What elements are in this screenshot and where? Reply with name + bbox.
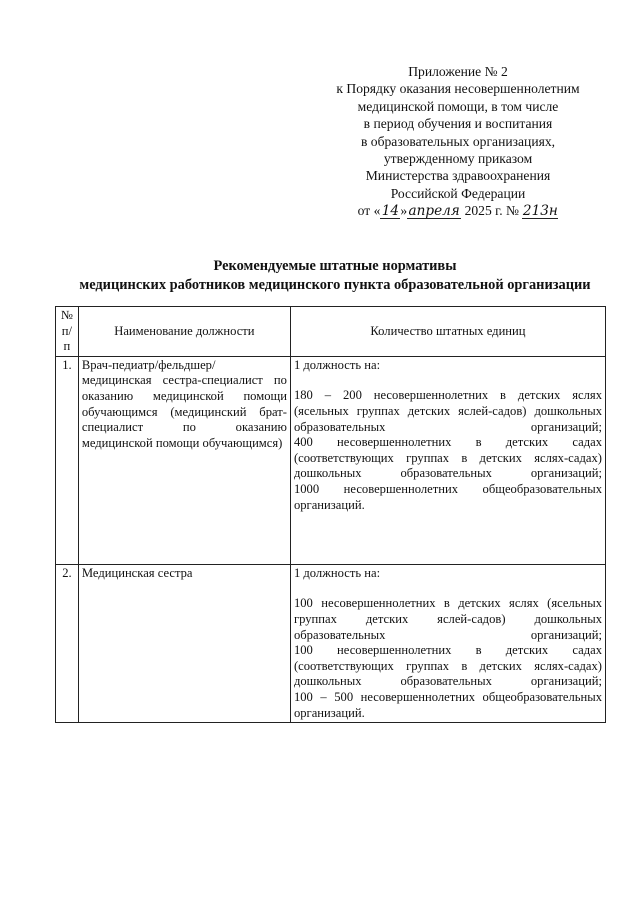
quantity-item: 180 – 200 несовершеннолетних в детских яслях (ясельных группах детских яслей-садов) дошкольных образовательных организаций; (293, 388, 602, 434)
row-position: Медицинская сестра (78, 564, 290, 722)
annex-line: к Порядку оказания несовершеннолетним (336, 81, 580, 97)
row-position: Врач-педиатр/фельдшер/ медицинская сестра-специалист по оказанию медицинской помощи обучающимся (медицинский брат-специалист по оказанию медицинской помощи обучающимся) (78, 356, 290, 564)
annex-line: в период обучения и воспитания (363, 116, 553, 132)
title-line-2: медицинских работников медицинского пункта образовательной организации (79, 276, 591, 293)
date-day-handwritten: 14 (381, 203, 400, 220)
quantity-lead: 1 должность на: (293, 357, 381, 372)
date-prefix: от « (357, 203, 381, 219)
annex-line: Министерства здравоохранения (365, 168, 551, 184)
date-mid: » (400, 203, 408, 219)
annex-line: Приложение № 2 (408, 64, 508, 79)
row-quantity (290, 356, 605, 564)
annex-line: в образовательных организациях, (360, 133, 556, 149)
order-date-line (300, 202, 616, 219)
row-number: 1. (56, 356, 79, 564)
annex-line: Российской Федерации (390, 185, 526, 201)
staffing-table (55, 306, 606, 723)
table-header-row (56, 307, 606, 357)
header-number: № п/п (56, 307, 79, 357)
quantity-item: 100 несовершеннолетних в детских садах (соответствующих группах в детских яслях-садах) дошкольных образовательных организаций; (293, 643, 602, 689)
table-row (56, 356, 606, 564)
quantity-item: 1000 несовершеннолетних общеобразовательных организаций. (293, 481, 602, 512)
quantity-item: 100 несовершеннолетних в детских яслях (ясельных группах детских яслей-садов) дошкольных образовательных организаций; (293, 596, 602, 642)
annex-header (300, 63, 616, 220)
header-position: Наименование должности (78, 307, 290, 357)
row-number: 2. (56, 564, 79, 722)
header-quantity: Количество штатных единиц (290, 307, 605, 357)
title-line-1: Рекомендуемые штатные нормативы (213, 258, 457, 274)
quantity-lead: 1 должность на: (293, 565, 381, 580)
quantity-item: 100 – 500 несовершеннолетних общеобразовательных организаций. (293, 689, 602, 720)
annex-line: утвержденному приказом (383, 151, 533, 167)
order-number-handwritten: 213н (522, 203, 558, 220)
annex-line: медицинской помощи, в том числе (357, 98, 559, 114)
date-month-handwritten: апреля (408, 203, 460, 220)
document-title (40, 257, 630, 294)
date-year: 2025 г. № (461, 203, 523, 219)
quantity-item: 400 несовершеннолетних в детских садах (соответствующих группах в детских яслях-садах) дошкольных образовательных организаций; (293, 435, 602, 481)
table-row (56, 564, 606, 722)
row-quantity (290, 564, 605, 722)
